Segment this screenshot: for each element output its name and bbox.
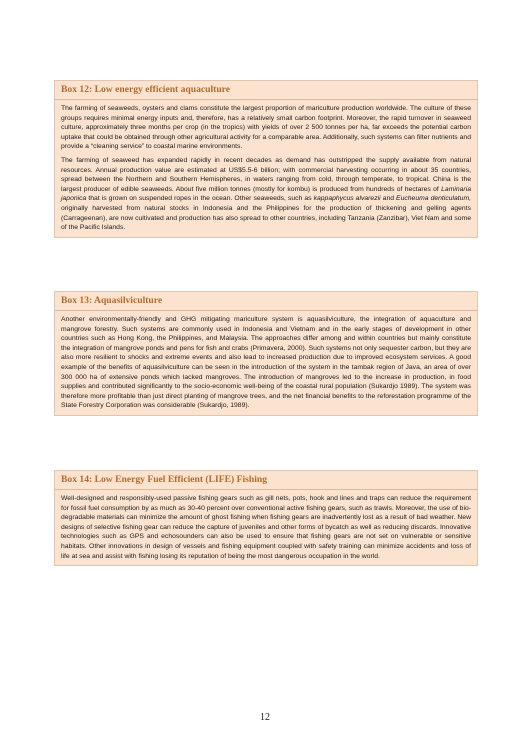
- text-run: and: [380, 195, 397, 203]
- box-title: Box 12: Low energy efficient aquaculture: [55, 81, 477, 100]
- page-number: 12: [260, 712, 270, 723]
- text-run: Another environmentally-friendly and GHG mitigating mariculture system is aquasilviculture, the integration of aquaculture and mangrove forestry. Such systems are commonly used in Indonesia and Vietnam and in the early stages of development in other countries such as Hong Kong, the Philippines, and Malaysia. The approaches differ among and within countries but mainly constitute the integration of mangrove ponds and pens for fish and crabs (Primavera, 2000). Such systems not only sequester carbon, but they are also more resilient to shocks and extreme events and also lead to increased production due to improved ecosystem services. A good example of the benefits of aquasilviculture can be seen in the introduction of the system in the tambak region of Java, an area of over 300 000 ha of extensive ponds which lacked mangroves. The introduction of mangroves led to the increase in production, in food supplies and contributed significantly to the socio-economic well-being of the coastal rural population (Sukardjo 1989). The system was therefore more profitable than just direct planting of mangrove trees, and the net financial benefits to the reforestation programme of the State Forestry Corporation was considerable (Sukardjo, 1989).: [61, 316, 471, 410]
- box-body: [55, 490, 477, 565]
- box-13: [54, 291, 478, 416]
- italic-text: Laminaria japonica: [61, 185, 471, 203]
- paragraph: [61, 156, 471, 233]
- text-run: The farming of seaweeds, oysters and clams constitute the largest proportion of mariculture production worldwide. The culture of these groups requires minimal energy inputs and, therefore, has a relatively small carbon footprint. Moreover, the rapid turnover in seaweed culture, approximately three months per crop (in the tropics) with yields of over 2 500 tonnes per ha, far exceeds the potential carbon uptake that could be obtained through other agricultural activity for a comparable area. Additionally, such systems can filter nutrients and provide a “cleaning service” to coastal marine environments.: [61, 105, 471, 151]
- box-body: [55, 311, 477, 415]
- box-title: Box 14: Low Energy Fuel Efficient (LIFE) Fishing: [55, 471, 477, 490]
- text-run: that is grown on suspended ropes in the ocean. Other seaweeds, such as: [86, 195, 314, 203]
- paragraph: [61, 494, 471, 561]
- box-12: [54, 80, 478, 238]
- text-run: Well-designed and responsibly-used passive fishing gears such as gill nets, pots, hook and lines and traps can reduce the requirement for fossil fuel consumption by as much as 30-40 percent over conventional active fishing gears, such as trawls. Moreover, the use of bio-degradable materials can minimize the amount of ghost fishing when fishing gears are inadvertently lost as a result of bad weather. New designs of selective fishing gear can reduce the capture of juveniles and other forms of bycatch as well as reducing discards. Innovative technologies such as GPS and echosounders can also be used to ensure that fishing gears are not set on vulnerable or sensitive habitats. Other innovations in design of vessels and fishing equipment coupled with safety training can minimize accidents and loss of life at sea and assist with fishing losing its reputation of being the most dangerous occupation in the world.: [61, 495, 471, 560]
- text-run: The farming of seaweed has expanded rapidly in recent decades as demand has outstripped the supply available from natural resources. Annual production value are estimated at US$5.5-6 billion; with commercial harvesting occurring in about 35 countries, spread between the Northern and Southern Hemispheres, in waters ranging from cold, through temperate, to tropical. China is the largest producer of edible seaweeds. About five million tonnes (mostly for kombu) is produced from hundreds of hectares of: [61, 156, 471, 193]
- box-body: [55, 100, 477, 237]
- italic-text: Eucheuma denticulatum,: [396, 195, 472, 203]
- box-14: [54, 470, 478, 566]
- paragraph: [61, 104, 471, 152]
- box-title: Box 13: Aquasilviculture: [55, 292, 477, 311]
- italic-text: kappaphycus alvarezii: [313, 195, 381, 203]
- paragraph: [61, 315, 471, 411]
- text-run: originally harvested from natural stocks in Indonesia and the Philippines for the production of thickening and gelling agents (Carrageenan), are now cultivated and production has also spread to other countries, including Tanzania (Zanzibar), Viet Nam and some of the Pacific Islands.: [61, 204, 471, 232]
